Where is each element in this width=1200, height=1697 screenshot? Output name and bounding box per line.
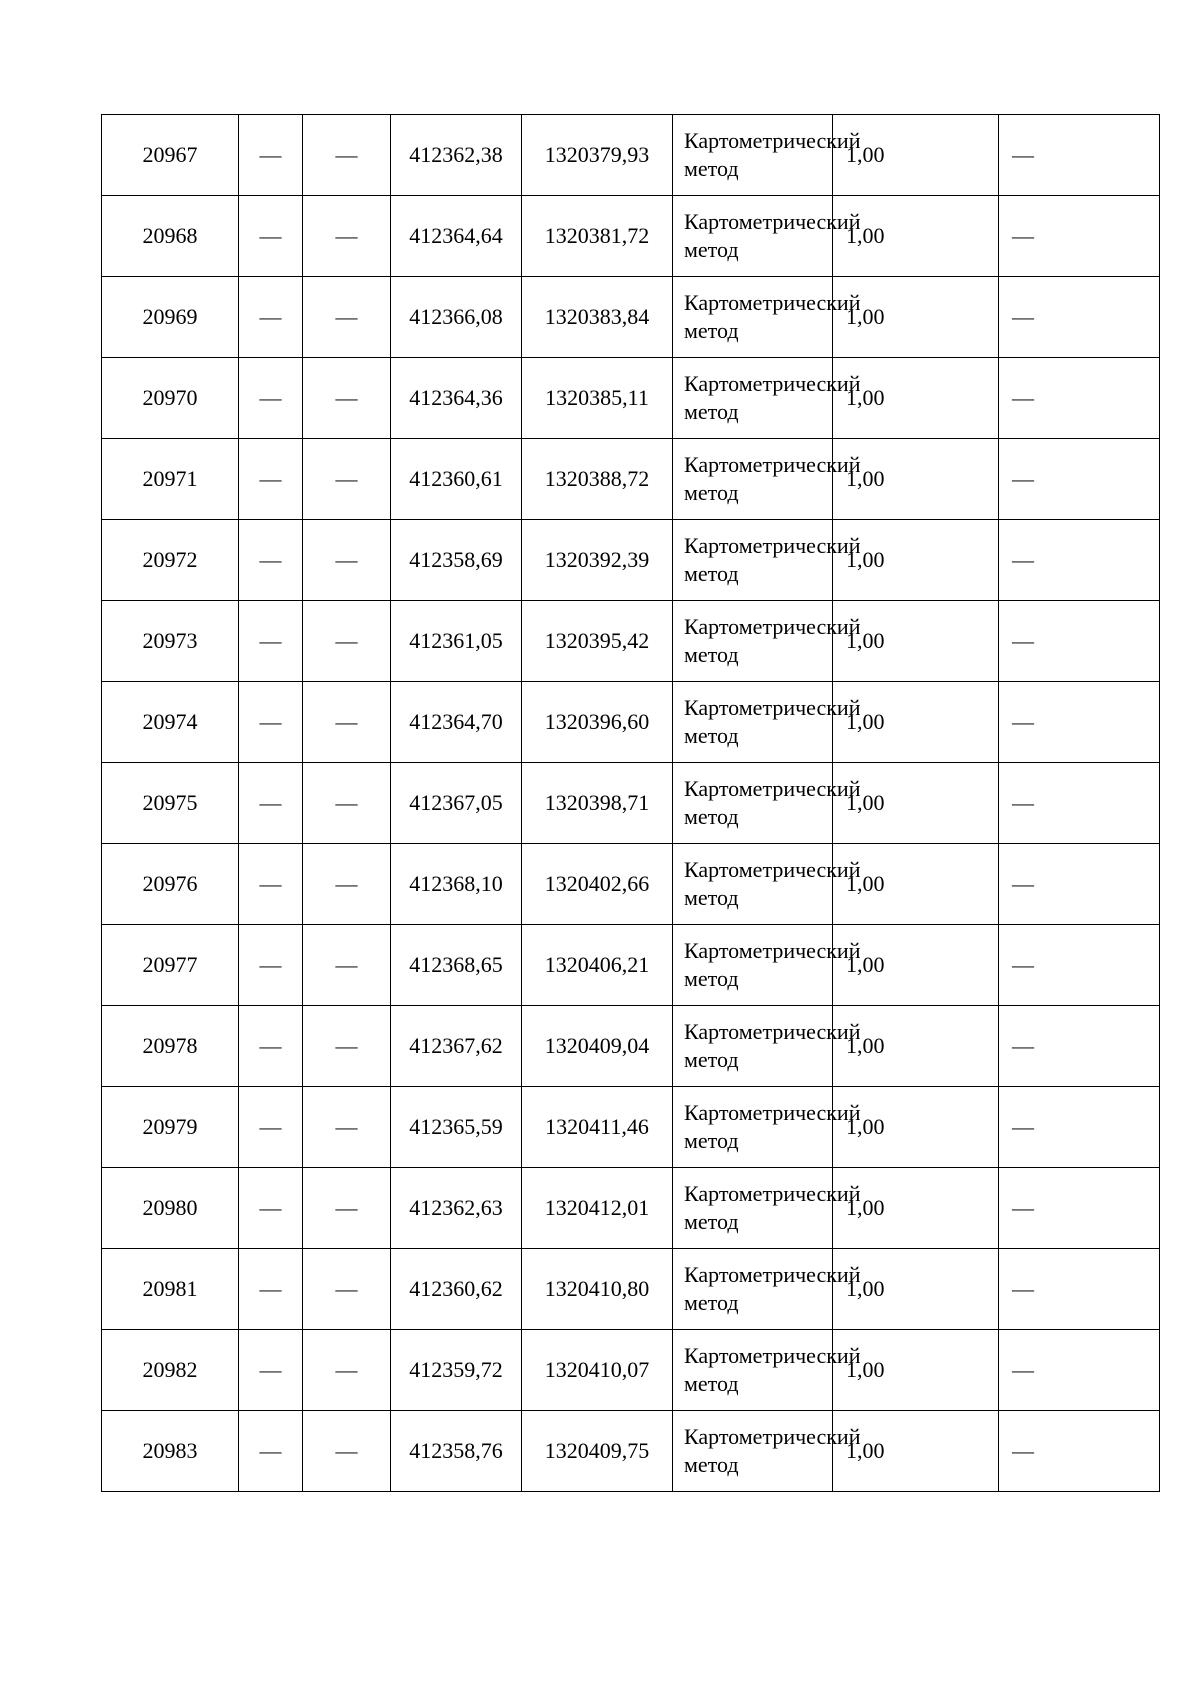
y-coordinate-cell: 1320398,71 — [522, 763, 673, 844]
accuracy-cell: 1,00 — [833, 601, 999, 682]
accuracy-cell: 1,00 — [833, 520, 999, 601]
point-number-cell: 20967 — [102, 115, 239, 196]
empty-dash-cell: — — [999, 196, 1160, 277]
method-cell: Картометрический метод — [673, 196, 833, 277]
table-row — [102, 1087, 1160, 1168]
method-cell: Картометрический метод — [673, 844, 833, 925]
accuracy-cell: 1,00 — [833, 1411, 999, 1492]
empty-dash-cell: — — [239, 196, 303, 277]
x-coordinate-cell: 412364,70 — [391, 682, 522, 763]
table-row — [102, 1168, 1160, 1249]
x-coordinate-cell: 412367,05 — [391, 763, 522, 844]
x-coordinate-cell: 412366,08 — [391, 277, 522, 358]
empty-dash-cell: — — [303, 682, 391, 763]
empty-dash-cell: — — [303, 763, 391, 844]
table-row — [102, 925, 1160, 1006]
x-coordinate-cell: 412365,59 — [391, 1087, 522, 1168]
empty-dash-cell: — — [303, 1249, 391, 1330]
point-number-cell: 20974 — [102, 682, 239, 763]
point-number-cell: 20981 — [102, 1249, 239, 1330]
accuracy-cell: 1,00 — [833, 115, 999, 196]
empty-dash-cell: — — [239, 520, 303, 601]
accuracy-cell: 1,00 — [833, 439, 999, 520]
accuracy-cell: 1,00 — [833, 277, 999, 358]
point-number-cell: 20980 — [102, 1168, 239, 1249]
point-number-cell: 20970 — [102, 358, 239, 439]
x-coordinate-cell: 412364,36 — [391, 358, 522, 439]
table-row — [102, 1330, 1160, 1411]
empty-dash-cell: — — [239, 439, 303, 520]
x-coordinate-cell: 412360,61 — [391, 439, 522, 520]
x-coordinate-cell: 412368,65 — [391, 925, 522, 1006]
y-coordinate-cell: 1320392,39 — [522, 520, 673, 601]
method-cell: Картометрический метод — [673, 358, 833, 439]
empty-dash-cell: — — [303, 601, 391, 682]
table-row — [102, 439, 1160, 520]
accuracy-cell: 1,00 — [833, 1087, 999, 1168]
empty-dash-cell: — — [239, 682, 303, 763]
method-cell: Картометрический метод — [673, 601, 833, 682]
y-coordinate-cell: 1320410,07 — [522, 1330, 673, 1411]
x-coordinate-cell: 412359,72 — [391, 1330, 522, 1411]
accuracy-cell: 1,00 — [833, 682, 999, 763]
y-coordinate-cell: 1320379,93 — [522, 115, 673, 196]
accuracy-cell: 1,00 — [833, 196, 999, 277]
accuracy-cell: 1,00 — [833, 1330, 999, 1411]
point-number-cell: 20969 — [102, 277, 239, 358]
empty-dash-cell: — — [303, 1006, 391, 1087]
method-cell: Картометрический метод — [673, 1330, 833, 1411]
empty-dash-cell: — — [999, 520, 1160, 601]
method-cell: Картометрический метод — [673, 115, 833, 196]
empty-dash-cell: — — [303, 1330, 391, 1411]
empty-dash-cell: — — [999, 1087, 1160, 1168]
y-coordinate-cell: 1320409,04 — [522, 1006, 673, 1087]
empty-dash-cell: — — [999, 1249, 1160, 1330]
method-cell: Картометрический метод — [673, 1168, 833, 1249]
x-coordinate-cell: 412364,64 — [391, 196, 522, 277]
empty-dash-cell: — — [999, 1330, 1160, 1411]
y-coordinate-cell: 1320385,11 — [522, 358, 673, 439]
empty-dash-cell: — — [303, 844, 391, 925]
empty-dash-cell: — — [999, 1411, 1160, 1492]
empty-dash-cell: — — [239, 601, 303, 682]
method-cell: Картометрический метод — [673, 277, 833, 358]
empty-dash-cell: — — [999, 682, 1160, 763]
y-coordinate-cell: 1320409,75 — [522, 1411, 673, 1492]
empty-dash-cell: — — [303, 358, 391, 439]
method-cell: Картометрический метод — [673, 925, 833, 1006]
x-coordinate-cell: 412358,76 — [391, 1411, 522, 1492]
empty-dash-cell: — — [303, 115, 391, 196]
y-coordinate-cell: 1320395,42 — [522, 601, 673, 682]
table-row — [102, 682, 1160, 763]
empty-dash-cell: — — [239, 1249, 303, 1330]
method-cell: Картометрический метод — [673, 1411, 833, 1492]
accuracy-cell: 1,00 — [833, 358, 999, 439]
x-coordinate-cell: 412358,69 — [391, 520, 522, 601]
empty-dash-cell: — — [239, 358, 303, 439]
empty-dash-cell: — — [239, 1330, 303, 1411]
table-row — [102, 1006, 1160, 1087]
point-number-cell: 20983 — [102, 1411, 239, 1492]
empty-dash-cell: — — [999, 844, 1160, 925]
empty-dash-cell: — — [239, 844, 303, 925]
x-coordinate-cell: 412361,05 — [391, 601, 522, 682]
method-cell: Картометрический метод — [673, 1087, 833, 1168]
empty-dash-cell: — — [999, 115, 1160, 196]
y-coordinate-cell: 1320388,72 — [522, 439, 673, 520]
table-row — [102, 196, 1160, 277]
accuracy-cell: 1,00 — [833, 1168, 999, 1249]
accuracy-cell: 1,00 — [833, 844, 999, 925]
empty-dash-cell: — — [239, 1411, 303, 1492]
empty-dash-cell: — — [239, 1087, 303, 1168]
empty-dash-cell: — — [239, 115, 303, 196]
point-number-cell: 20976 — [102, 844, 239, 925]
table-row — [102, 520, 1160, 601]
x-coordinate-cell: 412367,62 — [391, 1006, 522, 1087]
method-cell: Картометрический метод — [673, 520, 833, 601]
method-cell: Картометрический метод — [673, 763, 833, 844]
empty-dash-cell: — — [999, 358, 1160, 439]
empty-dash-cell: — — [303, 277, 391, 358]
empty-dash-cell: — — [999, 1006, 1160, 1087]
y-coordinate-cell: 1320412,01 — [522, 1168, 673, 1249]
empty-dash-cell: — — [239, 1006, 303, 1087]
table-row — [102, 1411, 1160, 1492]
empty-dash-cell: — — [303, 1411, 391, 1492]
coordinates-table — [101, 114, 1160, 1492]
point-number-cell: 20972 — [102, 520, 239, 601]
table-row — [102, 844, 1160, 925]
empty-dash-cell: — — [239, 925, 303, 1006]
empty-dash-cell: — — [303, 439, 391, 520]
coordinates-table-body — [102, 115, 1160, 1492]
accuracy-cell: 1,00 — [833, 925, 999, 1006]
method-cell: Картометрический метод — [673, 1249, 833, 1330]
empty-dash-cell: — — [999, 925, 1160, 1006]
y-coordinate-cell: 1320396,60 — [522, 682, 673, 763]
point-number-cell: 20977 — [102, 925, 239, 1006]
point-number-cell: 20978 — [102, 1006, 239, 1087]
point-number-cell: 20982 — [102, 1330, 239, 1411]
y-coordinate-cell: 1320411,46 — [522, 1087, 673, 1168]
table-row — [102, 115, 1160, 196]
y-coordinate-cell: 1320402,66 — [522, 844, 673, 925]
point-number-cell: 20971 — [102, 439, 239, 520]
empty-dash-cell: — — [239, 1168, 303, 1249]
table-row — [102, 277, 1160, 358]
empty-dash-cell: — — [303, 1087, 391, 1168]
table-row — [102, 601, 1160, 682]
table-row — [102, 1249, 1160, 1330]
table-row — [102, 763, 1160, 844]
method-cell: Картометрический метод — [673, 439, 833, 520]
x-coordinate-cell: 412360,62 — [391, 1249, 522, 1330]
point-number-cell: 20975 — [102, 763, 239, 844]
method-cell: Картометрический метод — [673, 682, 833, 763]
table-row — [102, 358, 1160, 439]
empty-dash-cell: — — [999, 763, 1160, 844]
point-number-cell: 20968 — [102, 196, 239, 277]
accuracy-cell: 1,00 — [833, 1006, 999, 1087]
accuracy-cell: 1,00 — [833, 763, 999, 844]
empty-dash-cell: — — [239, 277, 303, 358]
y-coordinate-cell: 1320406,21 — [522, 925, 673, 1006]
empty-dash-cell: — — [999, 601, 1160, 682]
empty-dash-cell: — — [303, 196, 391, 277]
method-cell: Картометрический метод — [673, 1006, 833, 1087]
x-coordinate-cell: 412362,63 — [391, 1168, 522, 1249]
x-coordinate-cell: 412362,38 — [391, 115, 522, 196]
point-number-cell: 20979 — [102, 1087, 239, 1168]
empty-dash-cell: — — [999, 1168, 1160, 1249]
x-coordinate-cell: 412368,10 — [391, 844, 522, 925]
empty-dash-cell: — — [303, 520, 391, 601]
empty-dash-cell: — — [303, 1168, 391, 1249]
empty-dash-cell: — — [999, 439, 1160, 520]
empty-dash-cell: — — [239, 763, 303, 844]
accuracy-cell: 1,00 — [833, 1249, 999, 1330]
y-coordinate-cell: 1320381,72 — [522, 196, 673, 277]
empty-dash-cell: — — [999, 277, 1160, 358]
point-number-cell: 20973 — [102, 601, 239, 682]
y-coordinate-cell: 1320383,84 — [522, 277, 673, 358]
empty-dash-cell: — — [303, 925, 391, 1006]
y-coordinate-cell: 1320410,80 — [522, 1249, 673, 1330]
